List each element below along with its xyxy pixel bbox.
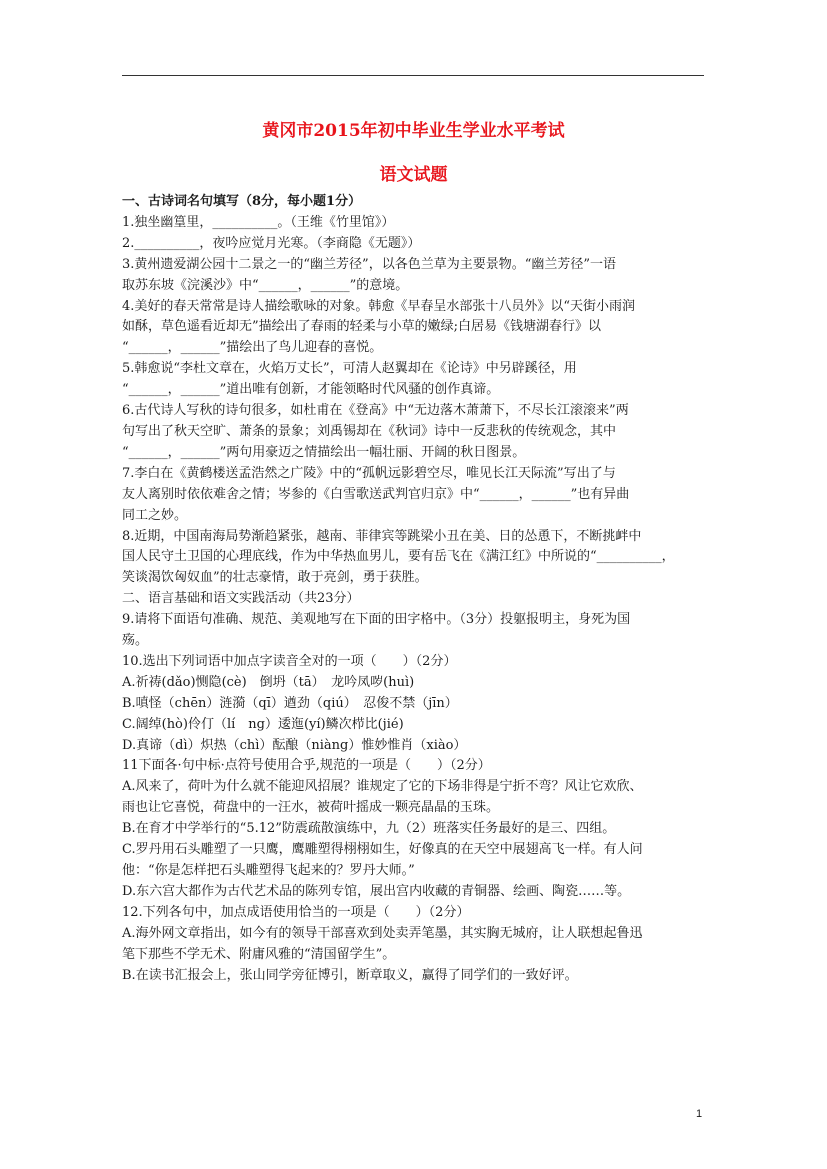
text-line: “______，______”道出唯有创新，才能领略时代风骚的创作真谛。 xyxy=(122,382,500,398)
text-line: D.东六宫大都作为古代艺术品的陈列专馆，展出宫内收藏的青铜器、绘画、陶瓷……等。 xyxy=(122,883,631,899)
text-line: 友人离别时依依难舍之情；岑参的《白雪歌送武判官归京》中“______，______”也有异曲 xyxy=(122,486,630,502)
text-line: “______，______”描绘出了鸟儿迎春的喜悦。 xyxy=(122,340,383,356)
text-line: 笔下那些不学无术、附庸风雅的“清国留学生”。 xyxy=(122,946,396,962)
text-line: 9.请将下面语句准确、规范、美观地写在下面的田字格中。（3分）投躯报明主，身死为国 xyxy=(122,612,631,628)
page-number: 1 xyxy=(696,1108,703,1120)
text-line: 笑谈渴饮匈奴血”的壮志豪情，敢于亮剑，勇于获胜。 xyxy=(122,570,428,586)
text-line: 8.近期，中国南海局势渐趋紧张，越南、菲律宾等跳梁小丑在美、日的怂恿下，不断挑衅中 xyxy=(122,528,642,544)
text-line: A.风来了，荷叶为什么就不能迎风招展？谁规定了它的下场非得是宁折不弯？风让它欢欣、 xyxy=(122,779,643,795)
text-line: 国人民守土卫国的心理底线，作为中华热血男儿，要有岳飞在《满江红》中所说的“__________， xyxy=(122,549,675,565)
text-line: C.罗丹用石头雕塑了一只鹰，鹰雕塑得栩栩如生，好像真的在天空中展翅高飞一样。有人问 xyxy=(122,842,643,858)
text-line: B.在育才中学举行的“5.12”防震疏散演练中，九（2）班落实任务最好的是三、四组。 xyxy=(122,821,616,837)
text-line: 6.古代诗人写秋的诗句很多，如杜甫在《登高》中“无边落木萧萧下，不尽长江滚滚来”两 xyxy=(122,403,629,419)
text-line: 殇。 xyxy=(122,633,149,649)
text-line: 4.美好的春天常常是诗人描绘歌咏的对象。韩愈《早春呈水部张十八员外》以“天街小雨润 xyxy=(122,298,636,314)
text-line: D.真谛（dì）炽热（chì）酝酿（niàng）惟妙惟肖（xiào） xyxy=(122,737,467,753)
text-line: 句写出了秋天空旷、萧条的景象；刘禹锡却在《秋词》诗中一反悲秋的传统观念，其中 xyxy=(122,423,617,439)
exam-body xyxy=(122,192,706,986)
text-line: 同工之妙。 xyxy=(122,507,188,523)
text-line: “______，______”两句用豪迈之情描绘出一幅壮丽、开阔的秋日图景。 xyxy=(122,444,526,460)
text-line: 12.下列各句中，加点成语使用恰当的一项是（ ）（2分） xyxy=(122,904,470,920)
text-line: B.在读书汇报会上，张山同学旁征博引，断章取义，赢得了同学们的一致好评。 xyxy=(122,967,578,983)
text-line: 5.韩愈说“李杜文章在，火焰万丈长”，可清人赵翼却在《论诗》中另辟蹊径，用 xyxy=(122,361,577,377)
text-line: 1.独坐幽篁里，__________。（王维《竹里馆》） xyxy=(122,214,395,230)
exam-title: 黄冈市2015年初中毕业生学业水平考试 xyxy=(262,121,565,141)
text-line: 雨也让它喜悦，荷盘中的一汪水，被荷叶摇成一颗亮晶晶的玉珠。 xyxy=(122,800,500,816)
text-line: 7.李白在《黄鹤楼送孟浩然之广陵》中的“孤帆远影碧空尽，唯见长江天际流”写出了与 xyxy=(122,465,616,481)
text-line: C.阔绰(hò)伶仃（lí ng）逶迤(yí)鳞次栉比(jié) xyxy=(122,716,404,732)
text-line: 他：“你是怎样把石头雕塑得飞起来的？罗丹大师。” xyxy=(122,863,415,878)
text-line: A.海外网文章指出，如今有的领导干部喜欢到处卖弄笔墨，其实胸无城府，让人联想起鲁迅 xyxy=(122,925,643,941)
text-line: 如酥，草色遥看近却无”描绘出了春雨的轻柔与小草的嫩绿;白居易《钱塘湖春行》以 xyxy=(122,319,602,335)
section-heading: 二、语言基础和语文实践活动（共23分） xyxy=(122,591,360,607)
text-line: 11下面各·句中标·点符号使用合乎,规范的一项是（ ）（2分） xyxy=(122,758,491,774)
header-rule xyxy=(122,75,704,76)
text-line: B.嗔怪（chēn）涟漪（qī）遒劲（qiú） 忍俊不禁（jīn） xyxy=(122,695,458,711)
text-line: 10.选出下列词语中加点字读音全对的一项（ ）（2分） xyxy=(122,653,457,669)
exam-subtitle: 语文试题 xyxy=(379,165,448,185)
section-heading: 一、古诗词名句填写（8分，每小题1分） xyxy=(122,194,362,209)
text-line: A.祈祷(dǎo)恻隐(cè) 倒坍（tā） 龙吟凤哕(huì) xyxy=(122,674,415,690)
text-line: 取苏东坡《浣溪沙》中“______，______”的意境。 xyxy=(122,277,409,293)
text-line: 2.__________，夜吟应觉月光寒。（李商隐《无题》） xyxy=(122,235,421,251)
text-line: 3.黄州遗爱湖公园十二景之一的“幽兰芳径”，以各色兰草为主要景物。“幽兰芳径”一语 xyxy=(122,256,616,272)
